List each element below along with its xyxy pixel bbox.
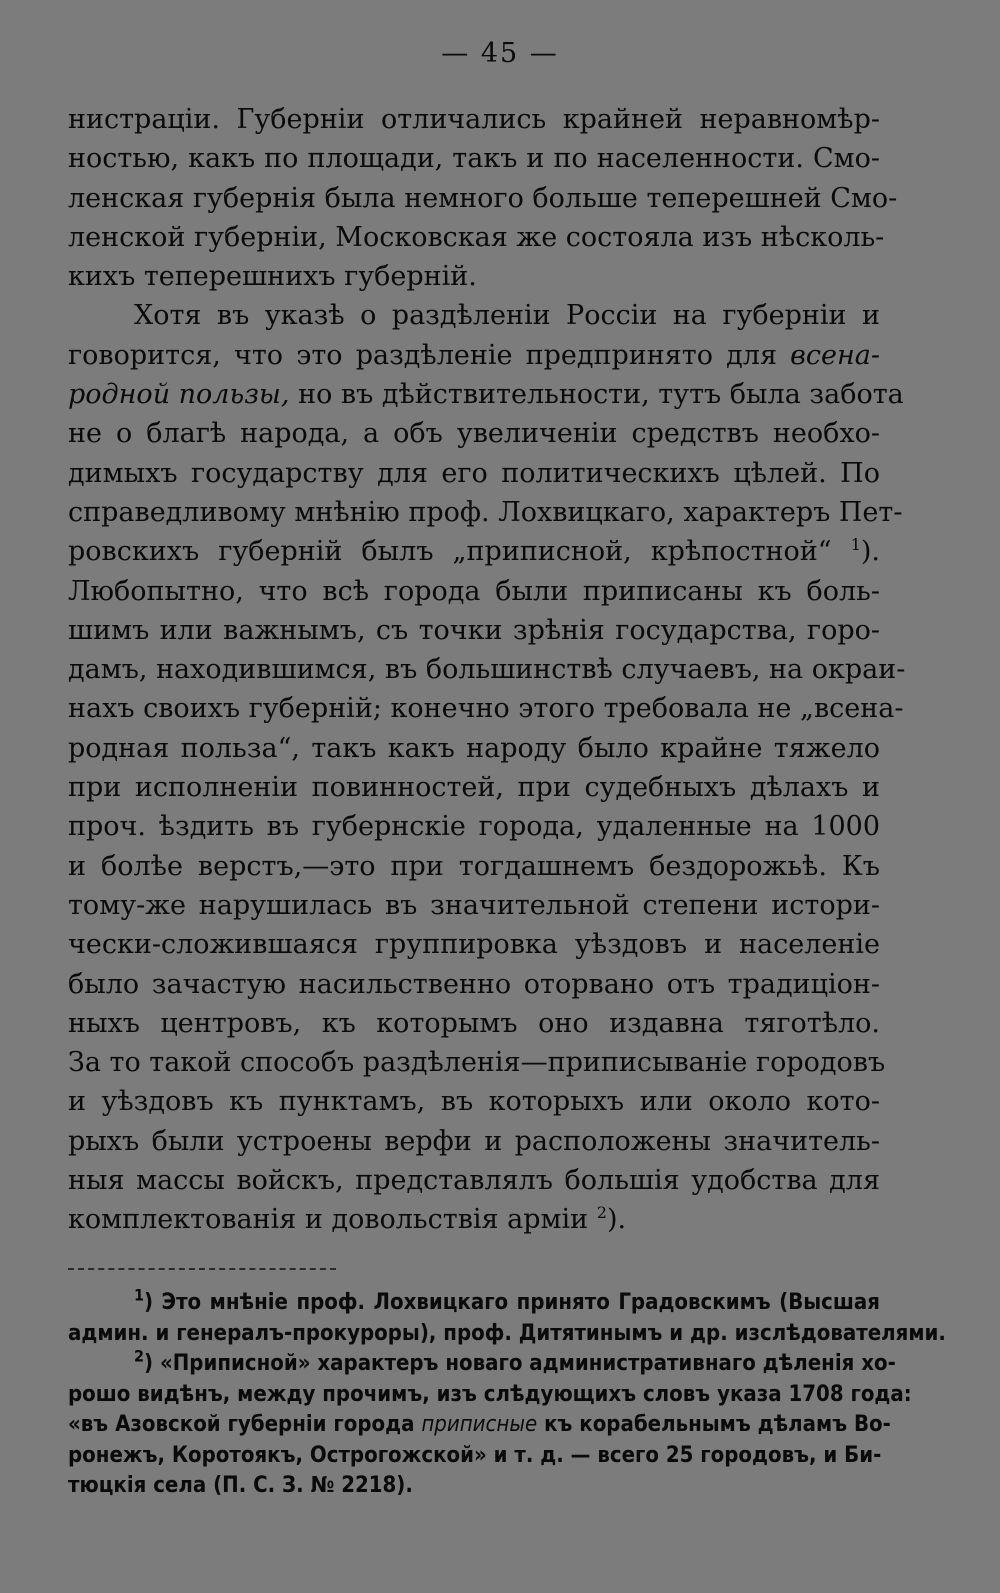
text-line: нахъ своихъ губерній; конечно этого требовала не „всена- <box>68 693 904 725</box>
text-line: при исполненіи повинностей, при судебныхъ дѣлахъ и <box>68 772 880 804</box>
text-segment: ровскихъ губерній былъ „приписной, крѣпостной“ <box>68 536 832 568</box>
paragraph-2 <box>68 296 906 1239</box>
text-segment: ) Это мнѣніе проф. Лохвицкаго принято Градовскимъ (Высшая <box>144 1290 880 1315</box>
text-line: рошо видѣнъ, между прочимъ, изъ слѣдующихъ словъ указа 1708 года: <box>68 1381 912 1407</box>
text-line <box>68 375 904 414</box>
text-line: тому-же нарушилась въ значительной степени истори- <box>68 889 880 921</box>
text-line: тюцкія села (П. С. З. № 2218). <box>68 1473 413 1498</box>
text-line: дамъ, находившимся, въ большинствѣ случаевъ, на окраи- <box>68 654 906 686</box>
text-line: ностью, какъ по площади, такъ и по населенности. Смо- <box>68 143 880 175</box>
footnote-divider <box>68 1268 336 1270</box>
italic-text: всена- <box>790 339 880 371</box>
text-line: кихъ теперешнихъ губерній. <box>68 261 477 293</box>
footnote-marker: 2 <box>134 1346 145 1366</box>
text-segment: ). <box>606 1204 627 1236</box>
main-text <box>68 100 906 1240</box>
text-line: За то такой способъ раздѣленія—приписываніе городовъ <box>68 1047 886 1079</box>
text-line <box>68 336 880 375</box>
text-line <box>68 1200 880 1239</box>
text-line: чески-сложившаяся группировка уѣздовъ и населеніе <box>68 929 880 961</box>
text-line <box>68 1410 891 1441</box>
text-line <box>68 532 880 571</box>
footnote-1 <box>68 1285 946 1349</box>
italic-text: приписные <box>421 1412 538 1437</box>
text-line: ныхъ центровъ, къ которымъ оно издавна тяготѣло. <box>68 1007 880 1039</box>
italic-text: родной пользы, <box>68 379 290 411</box>
text-line: и болѣе верстъ,—это при тогдашнемъ бездорожьѣ. Къ <box>68 850 880 882</box>
text-line: ленская губернія была немного больше теперешней Смо- <box>68 182 898 214</box>
text-line <box>68 1285 880 1319</box>
text-segment: къ корабельнымъ дѣламъ Во- <box>544 1412 891 1437</box>
text-line: админ. и генералъ-прокуроры), проф. Дитятинымъ и др. изслѣдователями. <box>68 1320 946 1346</box>
footnote-marker: 1 <box>134 1285 145 1305</box>
footnote-ref-2: 2 <box>596 1203 607 1223</box>
text-line: было зачастую насильственно оторвано отъ традиціон- <box>68 968 880 1000</box>
text-line: Любопытно, что всѣ города были приписаны къ боль- <box>68 575 880 607</box>
text-line: ныя массы войскъ, представлялъ большія удобства для <box>68 1165 880 1197</box>
text-line: рыхъ были устроены верфи и расположены значитель- <box>68 1125 880 1157</box>
paragraph-1 <box>68 100 898 296</box>
text-segment: ). <box>860 536 880 568</box>
text-line: ленской губерніи, Московская же состояла изъ нѣсколь- <box>68 221 885 253</box>
text-segment: комплектованія и довольствія арміи <box>68 1204 589 1236</box>
footnote-2 <box>68 1346 912 1502</box>
text-line: родная польза“, такъ какъ народу было крайне тяжело <box>68 732 880 764</box>
text-line: димыхъ государству для его политическихъ цѣлей. По <box>68 457 880 489</box>
text-line: и уѣздовъ къ пунктамъ, въ которыхъ или около кото- <box>68 1086 880 1118</box>
text-line: нистраціи. Губерніи отличались крайней неравномѣр- <box>68 104 880 135</box>
text-line: ронежъ, Коротоякъ, Острогожской» и т. д. — всего 25 городовъ, и Би- <box>68 1442 882 1468</box>
text-line <box>68 1346 896 1380</box>
text-segment: ) «Приписной» характеръ новаго административнаго дѣленія хо- <box>144 1351 896 1376</box>
text-segment: «въ Азовской губерніи города <box>68 1412 415 1437</box>
text-line: не о благѣ народа, а объ увеличеніи средствъ необхо- <box>68 418 880 450</box>
text-line: Хотя въ указѣ о раздѣленіи Россіи на губерніи и <box>134 300 880 332</box>
text-segment: говорится, что это раздѣленіе предпринято для <box>68 339 777 371</box>
page-number: — 45 — <box>441 38 559 69</box>
text-line: справедливому мнѣнію проф. Лохвицкаго, характеръ Пет- <box>68 496 903 528</box>
footnote-ref-1: 1 <box>850 535 861 555</box>
footnotes <box>68 1285 946 1502</box>
text-segment: но въ дѣйствительности, тутъ была забота <box>298 379 904 411</box>
text-line: проч. ѣздить въ губернскіе города, удаленные на 1000 <box>68 811 880 843</box>
text-line: шимъ или важнымъ, съ точки зрѣнія государства, горо- <box>68 614 880 646</box>
